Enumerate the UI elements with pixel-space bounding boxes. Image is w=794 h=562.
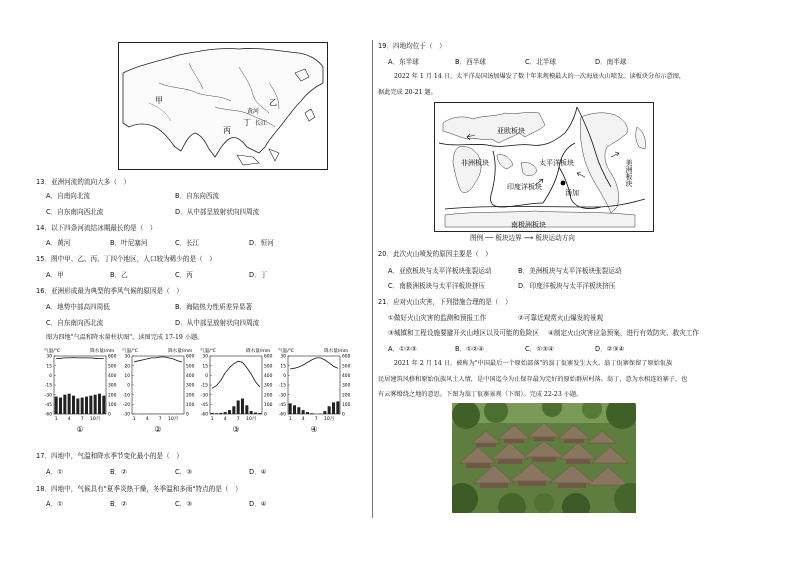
q21-statement-3: ③城镇和工程设施要避开火山地区以及可能的危险区 (388, 329, 539, 337)
chart-3-precip-bar (254, 413, 257, 414)
chart-2-numeral: ② (154, 425, 162, 434)
asia-map-drawing (119, 43, 327, 169)
q15-option-a[interactable]: A．甲 (46, 271, 64, 279)
chart-3-precip-bar (250, 411, 253, 414)
q15-option-c[interactable]: C．丙 (175, 271, 193, 279)
volcano-intro-line2: 据此完成 20-21 题。 (378, 89, 437, 96)
q21-stem: 21．应对火山灾害，下列措施合理的是（ ） (378, 298, 512, 306)
chart-4-precip-label: 降水量/mm (324, 349, 349, 354)
chart-3-temp-tick: 30 (202, 354, 208, 360)
q18-option-b[interactable]: B．② (110, 500, 128, 508)
plate-label-africa: 非洲板块 (461, 159, 489, 167)
chart-4-precip-tick: 500 (342, 364, 350, 370)
chart-1-precip-bar (89, 396, 92, 414)
chart-4-precip-tick: 200 (342, 393, 350, 399)
chart-3-precip-bar (224, 412, 227, 414)
q14-option-c[interactable]: C．长江 (175, 239, 200, 247)
map-label-jia: 甲 (155, 96, 163, 105)
chart-1-month-label: 7 (80, 417, 84, 422)
chart-4-precip-bar (297, 407, 300, 414)
q21-option-c[interactable]: C．①③④ (525, 345, 554, 353)
chart-2-precip-tick: 200 (186, 393, 195, 399)
map-label-yi: 乙 (269, 98, 277, 107)
q20-option-a[interactable]: A．亚欧板块与太平洋板块张裂运动 (388, 267, 492, 275)
q13-option-d[interactable]: D．从中部呈放射状向四周流 (175, 208, 260, 216)
chart-3-temperature-line (212, 361, 260, 388)
chart-1-precip-bar (81, 398, 84, 414)
chart-1-precip-tick: 400 (108, 373, 117, 379)
chart-2-temp-tick: 30 (124, 354, 130, 360)
chart-3-precip-tick: 400 (264, 373, 273, 379)
q14-option-b[interactable]: B．叶尼塞河 (110, 239, 148, 247)
column-divider (372, 40, 373, 518)
chart-1-month-label: 10月 (89, 417, 101, 422)
q13-option-c[interactable]: C．自东南向西北流 (46, 208, 104, 216)
chart-3-precip-tick: 200 (264, 393, 273, 399)
chart-2-temp-tick: -10 (122, 393, 130, 399)
chart-2-temp-tick: -20 (122, 402, 130, 408)
q18-option-d[interactable]: D．④ (249, 500, 267, 508)
chart-1-precip-bar (94, 395, 97, 414)
map-label-changjiang: 长江 (255, 120, 268, 127)
q19-option-b[interactable]: B．西半球 (455, 58, 486, 66)
chart-1-precip-tick: 0 (108, 412, 111, 418)
village-intro-line2: 民居建筑风格和原始佤族风土人情，是中国迄今为止保存最为完好的原始群居村落。翁丁，意为水相连的寨子，也 (378, 376, 688, 383)
chart-2-frame (132, 356, 184, 414)
chart-4-precip-bar (328, 406, 331, 414)
chart-4-temp-tick: -60 (278, 412, 286, 418)
asia-map (118, 42, 328, 170)
chart-4-temp-tick: -15 (278, 383, 286, 389)
chart-4-precip-tick: 100 (342, 402, 350, 408)
chart-2-precip-tick: 100 (186, 402, 195, 408)
chart-4-month-label: 10月 (323, 417, 335, 422)
chart-3-precip-bar (237, 400, 240, 414)
chart-4-precip-tick: 0 (342, 412, 345, 418)
chart-3-numeral: ③ (232, 425, 240, 434)
climate-intro: 图为四地"气温和降水量柱状图"，读图完成 17-19 小题。 (46, 334, 204, 341)
q17-stem: 17．四地中，气温和降水季节变化最小的是（ ） (36, 452, 183, 460)
q21-option-b[interactable]: B．①②④ (455, 345, 484, 353)
chart-1-precip-bar (68, 394, 71, 414)
chart-2-precip-tick: 300 (186, 383, 195, 389)
q17-option-a[interactable]: A．① (46, 468, 64, 476)
plate-label-pacific: 太平洋板块 (539, 159, 574, 167)
q20-option-c[interactable]: C．南极洲板块与太平洋板块挤压 (388, 282, 485, 290)
q20-option-d[interactable]: D．印度洋板块与太平洋板块挤压 (518, 282, 616, 290)
chart-1-temp-label: 气温/℃ (44, 349, 60, 354)
village-intro-line1: 2021 年 2 月 14 日，被称为"中国最后一个原始部落"的翁丁佤寨发生大火。翁丁佤寨保留了原始佤族 (394, 360, 673, 367)
chart-2-month-label: 4 (145, 417, 149, 422)
chart-3-precip-label: 降水量/mm (246, 349, 271, 354)
chart-1-precip-bar (59, 398, 62, 414)
chart-4-precip-bar (302, 410, 305, 414)
plate-map-legend: 图例 ── 板块边界 ⟶ 板块运动方向 (470, 234, 575, 242)
chart-3-temp-tick: 0 (205, 373, 208, 379)
chart-2-temp-tick: 20 (124, 364, 130, 370)
chart-1-month-label: 1 (54, 417, 58, 422)
chart-4-precip-tick: 400 (342, 373, 350, 379)
chart-2-month-label: 7 (158, 417, 162, 422)
q14-option-a[interactable]: A．黄河 (46, 239, 71, 247)
chart-1-precip-tick: 500 (108, 364, 117, 370)
chart-2-precip-tick: 400 (186, 373, 195, 379)
chart-4-precip-bar (293, 405, 296, 414)
q18-stem: 18．四地中，气候具有"夏季炎热干燥，冬季温和多雨"特点的是（ ） (36, 485, 242, 493)
chart-2-precip-tick: 0 (186, 412, 189, 418)
q15-option-d[interactable]: D．丁 (249, 271, 268, 279)
chart-2-month-label: 10月 (167, 417, 179, 422)
chart-2-temp-tick: 0 (127, 383, 130, 389)
plate-label-america: 美洲板块 (625, 159, 633, 187)
chart-4-precip-bar (323, 411, 326, 414)
chart-3-precip-bar (232, 406, 235, 414)
chart-4-precip-tick: 600 (342, 354, 350, 360)
chart-3-precip-bar (228, 410, 231, 414)
chart-3-precip-bar (258, 413, 261, 414)
chart-3-precip-bar (211, 413, 214, 414)
q17-option-d[interactable]: D．④ (249, 468, 267, 476)
chart-3-precip-bar (241, 399, 244, 414)
chart-1-precip-bar (102, 396, 105, 414)
chart-3-temp-label: 气温/℃ (200, 349, 216, 354)
chart-3-precip-tick: 500 (264, 364, 273, 370)
chart-2-precip-label: 降水量/mm (168, 349, 193, 354)
q21-option-a[interactable]: A．①②③ (388, 345, 417, 353)
chart-2-month-label: 1 (132, 417, 136, 422)
chart-3-month-label: 10月 (245, 417, 257, 422)
chart-3-temp-tick: -60 (200, 412, 208, 418)
chart-1-temp-tick: -15 (44, 383, 52, 389)
q19-option-a[interactable]: A．东半球 (388, 58, 419, 66)
chart-4-temp-tick: 15 (280, 364, 286, 370)
chart-1-temperature-line (56, 358, 104, 359)
chart-4-precip-bar (306, 412, 309, 414)
chart-1-precip-bar (85, 397, 88, 414)
plate-label-eurasia: 亚欧板块 (497, 127, 525, 135)
q21-statement-2: ②可靠近观赏火山爆发的景观 (518, 314, 604, 322)
map-label-bing: 丙 (223, 126, 231, 135)
chart-2-temp-tick: 10 (124, 373, 130, 379)
wengding-village-photo (452, 403, 636, 513)
plate-label-indian: 印度洋板块 (507, 183, 542, 191)
chart-1-precip-bar (98, 394, 101, 414)
chart-3-precip-tick: 300 (264, 383, 273, 389)
plate-label-antarctic: 南极洲板块 (511, 221, 546, 229)
q14-stem: 14．以下四条河流结冰期最长的是（ ） (36, 224, 157, 232)
chart-2-temp-tick: -30 (122, 412, 130, 418)
chart-4-precip-bar (332, 402, 335, 414)
plate-map (434, 102, 654, 232)
chart-4-precip-tick: 300 (342, 383, 350, 389)
chart-1-month-label: 4 (67, 417, 71, 422)
q19-stem: 19．四地均位于（ ） (378, 42, 446, 50)
chart-3-temp-tick: -15 (200, 383, 208, 389)
q16-option-d[interactable]: D．从中部呈放射状向四周流 (175, 319, 260, 327)
q14-option-d[interactable]: D．恒河 (249, 239, 274, 247)
tonga-label: 汤加 (565, 189, 579, 197)
q15-stem: 15．图中甲、乙、丙、丁四个地区，人口较为稀少的是（ ） (36, 255, 216, 263)
q13-stem: 13．亚洲河流的流向大多（ ） (36, 178, 131, 186)
chart-3-precip-bar (215, 413, 218, 414)
chart-1-precip-tick: 300 (108, 383, 117, 389)
q16-option-a[interactable]: A．地势中部高四周低 (46, 303, 110, 311)
chart-2-precip-tick: 600 (186, 354, 195, 360)
chart-4-numeral: ④ (310, 425, 318, 434)
q16-stem: 16．亚洲形成最为典型的季风气候的原因是（ ） (36, 287, 183, 295)
chart-1-precip-bar (63, 395, 66, 414)
chart-4-precip-bar (336, 401, 339, 414)
chart-4-month-label: 4 (301, 417, 305, 422)
chart-1-temp-tick: 0 (49, 373, 52, 379)
chart-1-temp-tick: 30 (46, 354, 52, 360)
q21-statement-4: ④制定火山灾害应急预案，进行有效防灾、救灾工作 (548, 329, 699, 337)
q20-stem: 20．此次火山喷发的原因主要是（ ） (378, 250, 492, 258)
chart-4-precip-bar (310, 413, 313, 414)
map-label-ding: 丁 (243, 118, 251, 127)
q18-option-a[interactable]: A．① (46, 500, 64, 508)
chart-4-temperature-line (290, 358, 338, 369)
chart-4-month-label: 7 (314, 417, 318, 422)
q19-option-d[interactable]: D．南半球 (595, 58, 627, 66)
q13-option-b[interactable]: B．自东向西流 (175, 192, 220, 200)
chart-4-temp-tick: -45 (278, 402, 286, 408)
chart-4-month-label: 1 (288, 417, 292, 422)
chart-3-temp-tick: 15 (202, 364, 208, 370)
q16-option-b[interactable]: B．海陆热力性质差异显著 (175, 303, 253, 311)
chart-4-temp-label: 气温/℃ (278, 349, 294, 354)
plate-map-drawing (435, 103, 653, 231)
chart-3-precip-tick: 600 (264, 354, 273, 360)
chart-1-precip-tick: 600 (108, 354, 117, 360)
village-photo-drawing (452, 403, 636, 513)
volcano-intro-line1: 2022 年 1 月 14 日，太平洋岛国汤加爆发了数十年来规模最大的一次海底火山喷发。读板块分布示意图， (394, 73, 686, 80)
tonga-marker (561, 181, 566, 186)
q15-option-b[interactable]: B．乙 (110, 271, 128, 279)
chart-3-temp-tick: -30 (200, 393, 208, 399)
q19-option-c[interactable]: C．北半球 (525, 58, 556, 66)
chart-3-precip-bar (245, 405, 248, 414)
chart-1-temp-tick: -30 (44, 393, 52, 399)
chart-4-temp-tick: -30 (278, 393, 286, 399)
chart-2-precip-tick: 500 (186, 364, 195, 370)
map-label-huanghe: 黄河 (247, 108, 260, 115)
village-intro-line3: 有云雾缭绕之地的意思。下图为翁丁佤寨景观（下图）。完成 22-23 小题。 (378, 391, 583, 398)
chart-4-temp-tick: 30 (280, 354, 286, 360)
chart-3-temp-tick: -45 (200, 402, 208, 408)
q13-option-a[interactable]: A．自南向北流 (46, 192, 91, 200)
q17-option-b[interactable]: B．② (110, 468, 128, 476)
q21-option-d[interactable]: D．②③④ (595, 345, 625, 353)
chart-3-frame (210, 356, 262, 414)
chart-3-month-label: 7 (236, 417, 240, 422)
q17-option-c[interactable]: C．③ (175, 468, 193, 476)
chart-2-temp-label: 气温/℃ (122, 349, 138, 354)
chart-1-precip-bar (76, 399, 79, 414)
chart-1-temp-tick: -45 (44, 402, 52, 408)
chart-1-precip-tick: 200 (108, 393, 117, 399)
chart-4-temp-tick: 0 (283, 373, 286, 379)
climate-charts (40, 344, 350, 448)
chart-3-month-label: 4 (223, 417, 227, 422)
q18-option-c[interactable]: C．③ (175, 500, 193, 508)
chart-4-precip-bar (289, 403, 292, 414)
chart-1-precip-label: 降水量/mm (90, 349, 115, 354)
chart-3-precip-tick: 0 (264, 412, 267, 418)
q21-statement-1: ①做好火山灾害的监测和预报工作 (388, 314, 487, 322)
chart-3-precip-bar (219, 413, 222, 414)
chart-2-temperature-line (134, 357, 182, 362)
chart-3-month-label: 1 (210, 417, 214, 422)
chart-1-numeral: ① (76, 425, 84, 434)
chart-1-temp-tick: 15 (46, 364, 52, 370)
chart-1-precip-bar (72, 396, 75, 414)
chart-1-temp-tick: -60 (44, 412, 52, 418)
q20-option-b[interactable]: B．美洲板块与太平洋板块张裂运动 (518, 267, 622, 275)
q16-option-c[interactable]: C．自东南向西北流 (46, 319, 104, 327)
chart-1-precip-bar (55, 397, 58, 414)
chart-1-precip-tick: 100 (108, 402, 117, 408)
chart-3-precip-tick: 100 (264, 402, 273, 408)
